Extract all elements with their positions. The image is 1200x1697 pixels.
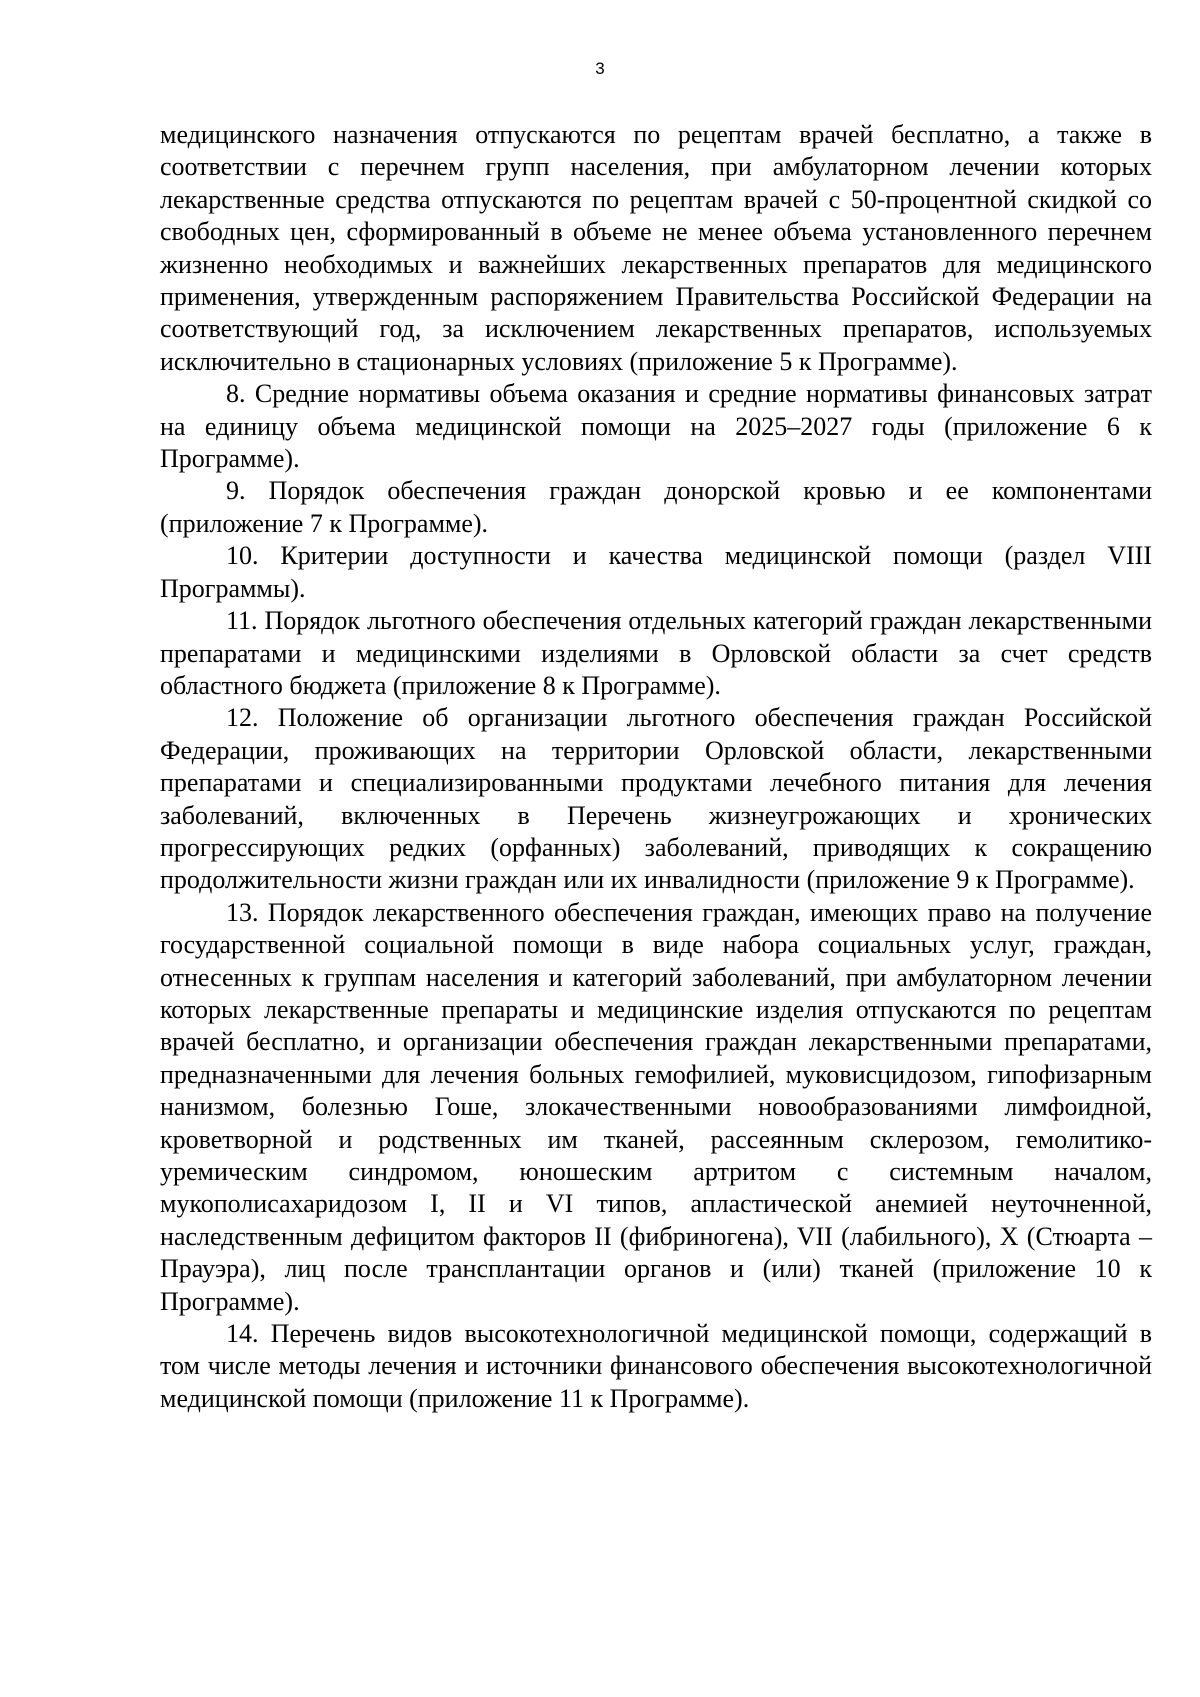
paragraph-continuation: медицинского назначения отпускаются по рецептам врачей бесплатно, а также в соответствии с перечнем групп населения, при амбулаторном лечении которых лекарственные средства отпускаются по рецептам врачей с 50-процентной скидкой со свободных цен, сформированный в объеме не менее объема установленного перечнем жизненно необходимых и важнейших лекарственных препаратов для медицинского применения, утвержденным распоряжением Правительства Российской Федерации на соответствующий год, за исключением лекарственных препаратов, используемых исключительно в стационарных условиях (приложение 5 к Программе). <box>160 120 1152 376</box>
paragraph-item-12: 12. Положение об организации льготного обеспечения граждан Российской Федерации, проживающих на территории Орловской области, лекарственными препаратами и специализированными продуктами лечебного питания для лечения заболеваний, включенных в Перечень жизнеугрожающих и хронических прогрессирующих редких (орфанных) заболеваний, приводящих к сокращению продолжительности жизни граждан или их инвалидности (приложение 9 к Программе). <box>160 703 1152 895</box>
paragraph-item-10: 10. Критерии доступности и качества медицинской помощи (раздел VIII Программы). <box>160 541 1152 603</box>
paragraph-item-9: 9. Порядок обеспечения граждан донорской кровью и ее компонентами (приложение 7 к Программе). <box>160 476 1152 538</box>
page-number: 3 <box>595 59 605 78</box>
paragraph-item-13: 13. Порядок лекарственного обеспечения граждан, имеющих право на получение государственной социальной помощи в виде набора социальных услуг, граждан, отнесенных к группам населения и категорий заболеваний, при амбулаторном лечении которых лекарственные препараты и медицинские изделия отпускаются по рецептам врачей бесплатно, и организации обеспечения граждан лекарственными препаратами, предназначенными для лечения больных гемофилией, муковисцидозом, гипофизарным нанизмом, болезнью Гоше, злокачественными новообразованиями лимфоидной, кроветворной и родственных им тканей, рассеянным склерозом, гемолитико-уремическим синдромом, юношеским артритом с системным началом, мукополисахаридозом I, II и VI типов, апластической анемией неуточненной, наследственным дефицитом факторов II (фибриногена), VII (лабильного), X (Стюарта – Прауэра), лиц после трансплантации органов и (или) тканей (приложение 10 к Программе). <box>160 897 1152 1316</box>
paragraph-item-14: 14. Перечень видов высокотехнологичной медицинской помощи, содержащий в том числе методы лечения и источники финансового обеспечения высокотехнологичной медицинской помощи (приложение 11 к Программе). <box>160 1319 1152 1413</box>
paragraph-item-11: 11. Порядок льготного обеспечения отдельных категорий граждан лекарственными препаратами и медицинскими изделиями в Орловской области за счет средств областного бюджета (приложение 8 к Программе). <box>160 606 1152 700</box>
document-body <box>160 119 1152 1415</box>
paragraph-item-8: 8. Средние нормативы объема оказания и средние нормативы финансовых затрат на единицу объема медицинской помощи на 2025–2027 годы (приложение 6 к Программе). <box>160 379 1152 474</box>
